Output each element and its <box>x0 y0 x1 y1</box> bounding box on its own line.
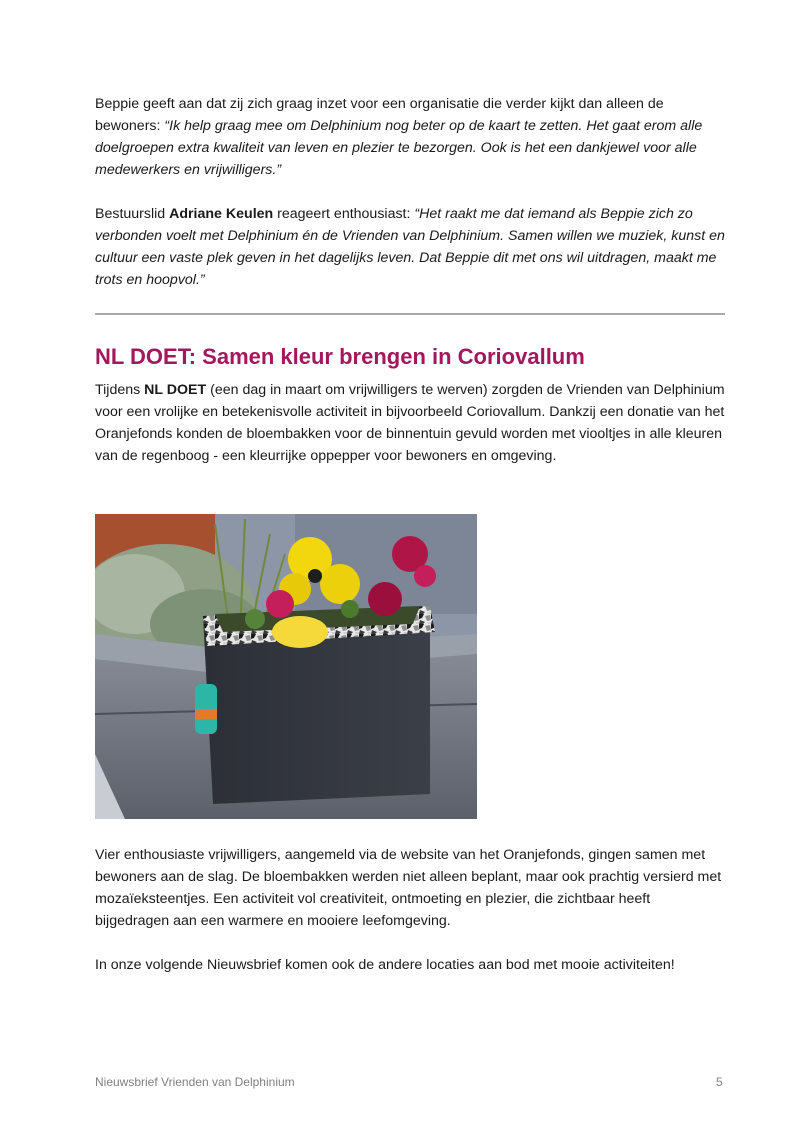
page-number: 5 <box>716 1075 723 1089</box>
quote-beppie: “Ik help graag mee om Delphinium nog beter op de kaart te zetten. Het gaat erom alle doelgroepen extra kwaliteit van leven en plezier te bezorgen. Ook is het een dankjewel voor alle medewerkers en vrijwilligers.” <box>95 118 703 178</box>
paragraph-text: Tijdens <box>95 382 145 398</box>
paragraph-nl-doet <box>95 379 725 467</box>
paragraph-text: (een dag in maart om vrijwilligers te werven) zorgden de Vrienden van Delphinium voor een vrolijke en betekenisvolle activiteit in bijvoorbeeld Coriovallum. Dankzij een donatie van het Oranjefonds konden de bloembakken voor de binnentuin gevuld worden met viooltjes in alle kleuren van de regenboog - een kleurrijke oppepper voor bewoners en omgeving. <box>95 382 725 464</box>
footer-title: Nieuwsbrief Vrienden van Delphinium <box>95 1075 295 1089</box>
paragraph-adriane <box>95 203 725 291</box>
paragraph-volunteers: Vier enthousiaste vrijwilligers, aangemeld via de website van het Oranjefonds, gingen samen met bewoners aan de slag. De bloembakken werden niet alleen beplant, maar ook prachtig versierd met mozaïeksteentjes. Een activiteit vol creativiteit, ontmoeting en plezier, die zichtbaar heeft bijgedragen aan een warmere en mooiere leefomgeving. <box>95 847 722 929</box>
event-name: NL DOET <box>144 382 207 398</box>
section-heading: NL DOET: Samen kleur brengen in Coriovallum <box>95 344 585 369</box>
paragraph-text: reageert enthousiast: <box>273 206 415 222</box>
paragraph-beppie <box>95 93 725 181</box>
paragraph-next-issue: In onze volgende Nieuwsbrief komen ook de andere locaties aan bod met mooie activiteiten! <box>95 957 675 973</box>
paragraph-text: Beppie geeft aan dat zij zich graag inzet voor een organisatie die verder kijkt dan alleen de bewoners: <box>95 96 664 134</box>
paragraph-text: Bestuurslid <box>95 206 170 222</box>
section-divider <box>95 313 725 315</box>
quote-adriane: “Het raakt me dat iemand als Beppie zich zo verbonden voelt met Delphinium én de Vrienden van Delphinium. Samen willen we muziek, kunst en cultuur een vaste plek geven in het dagelijks leven. Dat Beppie dit met ons wil uitdragen, maakt me trots en hoopvol.” <box>95 206 725 288</box>
person-name: Adriane Keulen <box>169 206 274 222</box>
flower-box-photo <box>95 514 477 819</box>
